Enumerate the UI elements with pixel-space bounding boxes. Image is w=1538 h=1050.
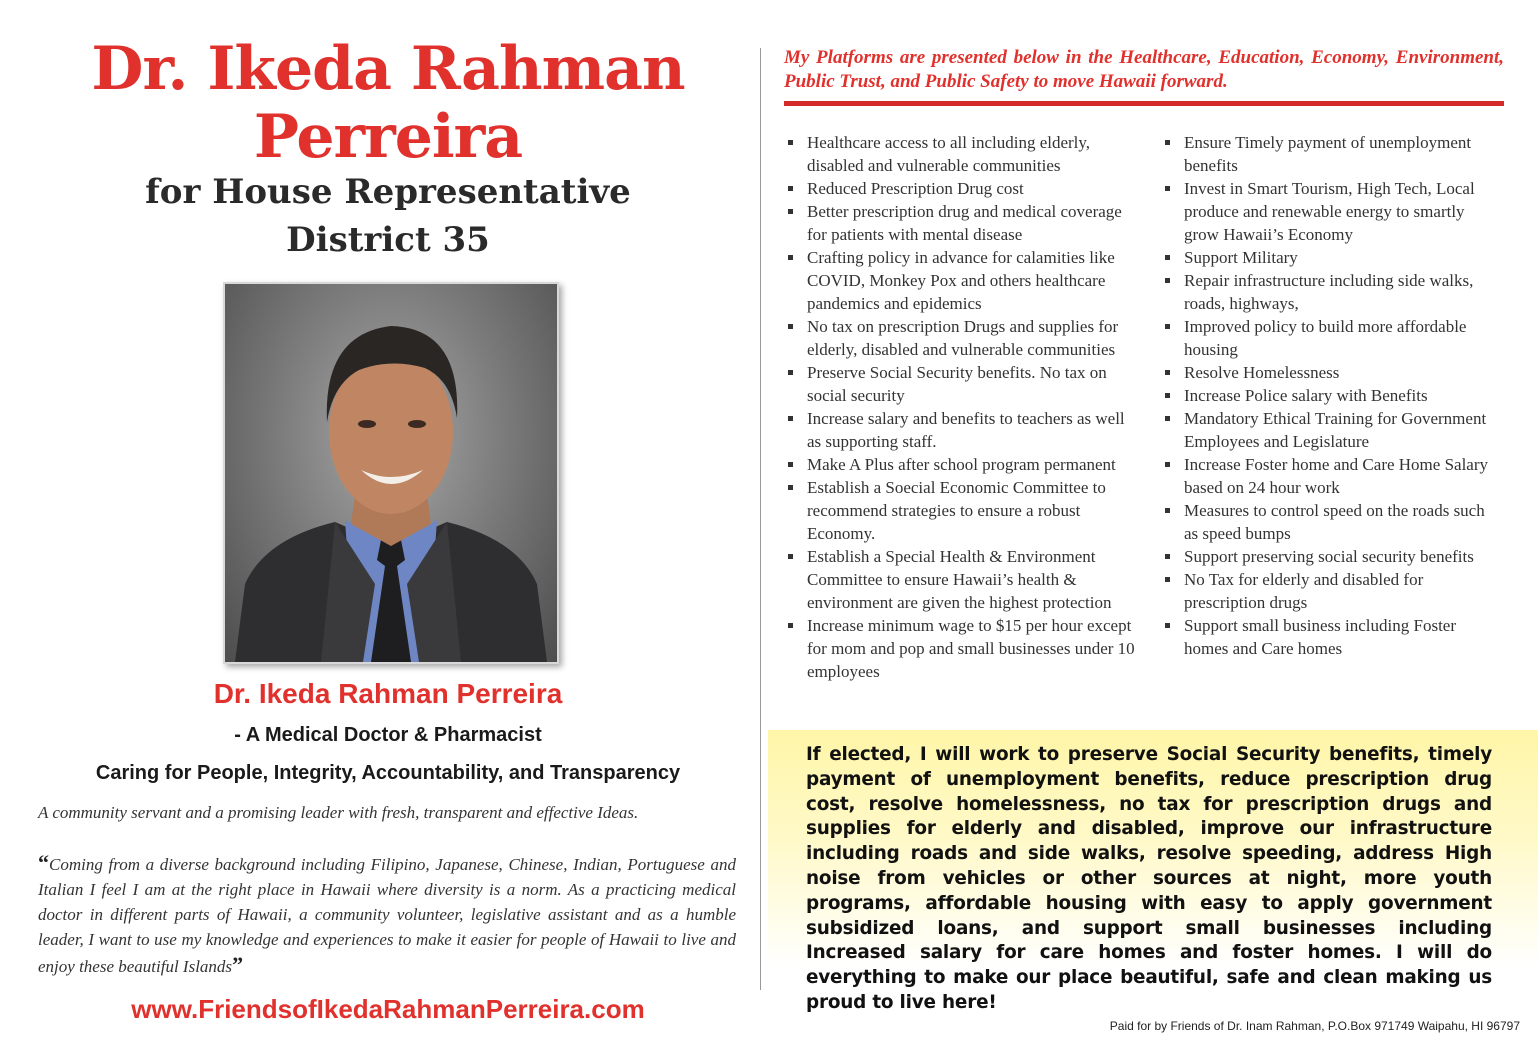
platform-list-column-2 [1161, 131, 1501, 660]
left-panel [30, 0, 746, 1050]
bullet-icon [788, 623, 793, 628]
platform-item-text: Reduced Prescription Drug cost [807, 179, 1024, 198]
platform-item-text: Support Military [1184, 248, 1298, 267]
red-rule-divider [784, 101, 1504, 106]
candidate-name: Dr. Ikeda Rahman Perreira [213, 678, 563, 709]
column-divider [760, 48, 761, 990]
platform-item-text: Make A Plus after school program permanent [807, 455, 1116, 474]
platform-item-text: Ensure Timely payment of unemployment benefits [1184, 133, 1472, 175]
platform-item [784, 131, 1136, 177]
platform-item [1161, 269, 1501, 315]
platform-item [1161, 361, 1501, 384]
platform-item-text: Increase minimum wage to $15 per hour except for mom and pop and small businesses under 10 employees [807, 616, 1135, 681]
platform-item [784, 315, 1136, 361]
bullet-icon [1165, 140, 1170, 145]
platform-item [1161, 246, 1501, 269]
platform-item [1161, 315, 1501, 361]
platform-item-text: Resolve Homelessness [1184, 363, 1340, 382]
platform-item [784, 545, 1136, 614]
platform-item-text: No Tax for elderly and disabled for prescription drugs [1184, 570, 1424, 612]
platform-item [784, 200, 1136, 246]
platform-item-text: Improved policy to build more affordable housing [1184, 317, 1467, 359]
bullet-icon [788, 255, 793, 260]
platform-item-text: Establish a Special Health & Environment Committee to ensure Hawaii’s health & environment are given the highest protection [807, 547, 1112, 612]
bullet-icon [1165, 186, 1170, 191]
platform-item [1161, 545, 1501, 568]
platform-item-text: Preserve Social Security benefits. No tax on social security [807, 363, 1107, 405]
bullet-icon [1165, 393, 1170, 398]
campaign-website-link[interactable]: www.FriendsofIkedaRahmanPerreira.com [131, 994, 645, 1024]
candidate-tagline: A community servant and a promising leader with fresh, transparent and effective Ideas. [38, 803, 639, 822]
platform-item [784, 476, 1136, 545]
platform-item-text: Mandatory Ethical Training for Government Employees and Legislature [1184, 409, 1487, 451]
candidate-name-title-line2: Perreira [253, 102, 523, 172]
candidate-photo [223, 282, 559, 664]
platform-item-text: Increase salary and benefits to teachers as well as supporting staff. [807, 409, 1125, 451]
platform-list-column-1 [784, 131, 1136, 683]
bullet-icon [1165, 554, 1170, 559]
office-title-line1: for House Representative [145, 172, 631, 212]
platform-item-text: Invest in Smart Tourism, High Tech, Local produce and renewable energy to smartly grow Hawaii’s Economy [1184, 179, 1475, 244]
platform-item [784, 246, 1136, 315]
bullet-icon [788, 324, 793, 329]
bullet-icon [788, 370, 793, 375]
quote-open-mark: “ [38, 850, 49, 875]
bullet-icon [1165, 577, 1170, 582]
platforms-intro: My Platforms are presented below in the Healthcare, Education, Economy, Environment, Public Trust, and Public Safety to move Hawaii forward. [784, 47, 1504, 92]
platform-item [1161, 453, 1501, 499]
platform-item-text: Support small business including Foster homes and Care homes [1184, 616, 1456, 658]
candidate-role: - A Medical Doctor & Pharmacist [234, 724, 542, 746]
pledge-text: If elected, I will work to preserve Social Security benefits, timely payment of unemployment benefits, reduce prescription drug cost, resolve homelessness, no tax for prescription drugs and supplies for elderly and disabled, improve our infrastructure including roads and side walks, resolve speeding, address High noise from vehicles or other sources at night, more youth programs, affordable housing with easy to apply government subsidized loans, and support small businesses including Increased salary for care homes and foster homes. I will do everything to make our place beautiful, safe and clean making us proud to live here! [806, 744, 1492, 1013]
bullet-icon [788, 462, 793, 467]
bullet-icon [1165, 370, 1170, 375]
platform-item [1161, 407, 1501, 453]
bullet-icon [1165, 255, 1170, 260]
quote-close-mark: ” [232, 952, 244, 977]
platform-item-text: No tax on prescription Drugs and supplies for elderly, disabled and vulnerable communities [807, 317, 1119, 359]
pledge-box [768, 730, 1538, 1013]
bullet-icon [788, 485, 793, 490]
bullet-icon [788, 140, 793, 145]
paid-for-disclaimer: Paid for by Friends of Dr. Inam Rahman, P.O.Box 971749 Waipahu, HI 96797 [1109, 1019, 1520, 1033]
platform-item-text: Increase Foster home and Care Home Salary based on 24 hour work [1184, 455, 1488, 497]
bullet-icon [1165, 623, 1170, 628]
platform-item-text: Crafting policy in advance for calamities like COVID, Monkey Pox and others healthcare pandemics and epidemics [807, 248, 1115, 313]
platform-item [1161, 384, 1501, 407]
bullet-icon [788, 186, 793, 191]
bullet-icon [1165, 416, 1170, 421]
platform-item [784, 407, 1136, 453]
platform-item-text: Healthcare access to all including elderly, disabled and vulnerable communities [807, 133, 1091, 175]
platform-item [784, 361, 1136, 407]
platform-item [1161, 131, 1501, 177]
quote-text: Coming from a diverse background including Filipino, Japanese, Chinese, Indian, Portuguese and Italian I feel I am at the right place in Hawaii where diversity is a norm. As a practicing medical doctor in different parts of Hawaii, a community volunteer, legislative assistant and as a humble leader, I want to use my knowledge and experiences to make it easier for people of Hawaii to live and enjoy these beautiful Islands [38, 855, 736, 976]
platform-item [1161, 499, 1501, 545]
bullet-icon [1165, 324, 1170, 329]
platform-item-text: Better prescription drug and medical coverage for patients with mental disease [807, 202, 1122, 244]
platform-item [1161, 614, 1501, 660]
bullet-icon [1165, 462, 1170, 467]
bullet-icon [788, 416, 793, 421]
bullet-icon [1165, 278, 1170, 283]
candidate-values: Caring for People, Integrity, Accountability, and Transparency [95, 762, 681, 784]
platform-item [1161, 177, 1501, 246]
platform-item [784, 614, 1136, 683]
platform-item [784, 453, 1136, 476]
candidate-name-title-line1: Dr. Ikeda Rahman [91, 34, 685, 104]
bullet-icon [788, 209, 793, 214]
platform-item-text: Repair infrastructure including side walks, roads, highways, [1184, 271, 1474, 313]
platform-item-text: Establish a Soecial Economic Committee to recommend strategies to ensure a robust Economy. [807, 478, 1106, 543]
candidate-quote [38, 850, 736, 979]
office-title-line2: District 35 [286, 220, 490, 260]
platform-item-text: Support preserving social security benefits [1184, 547, 1474, 566]
bullet-icon [788, 554, 793, 559]
platform-item-text: Measures to control speed on the roads such as speed bumps [1184, 501, 1485, 543]
platform-item [784, 177, 1136, 200]
bullet-icon [1165, 508, 1170, 513]
platform-item-text: Increase Police salary with Benefits [1184, 386, 1428, 405]
platform-item [1161, 568, 1501, 614]
